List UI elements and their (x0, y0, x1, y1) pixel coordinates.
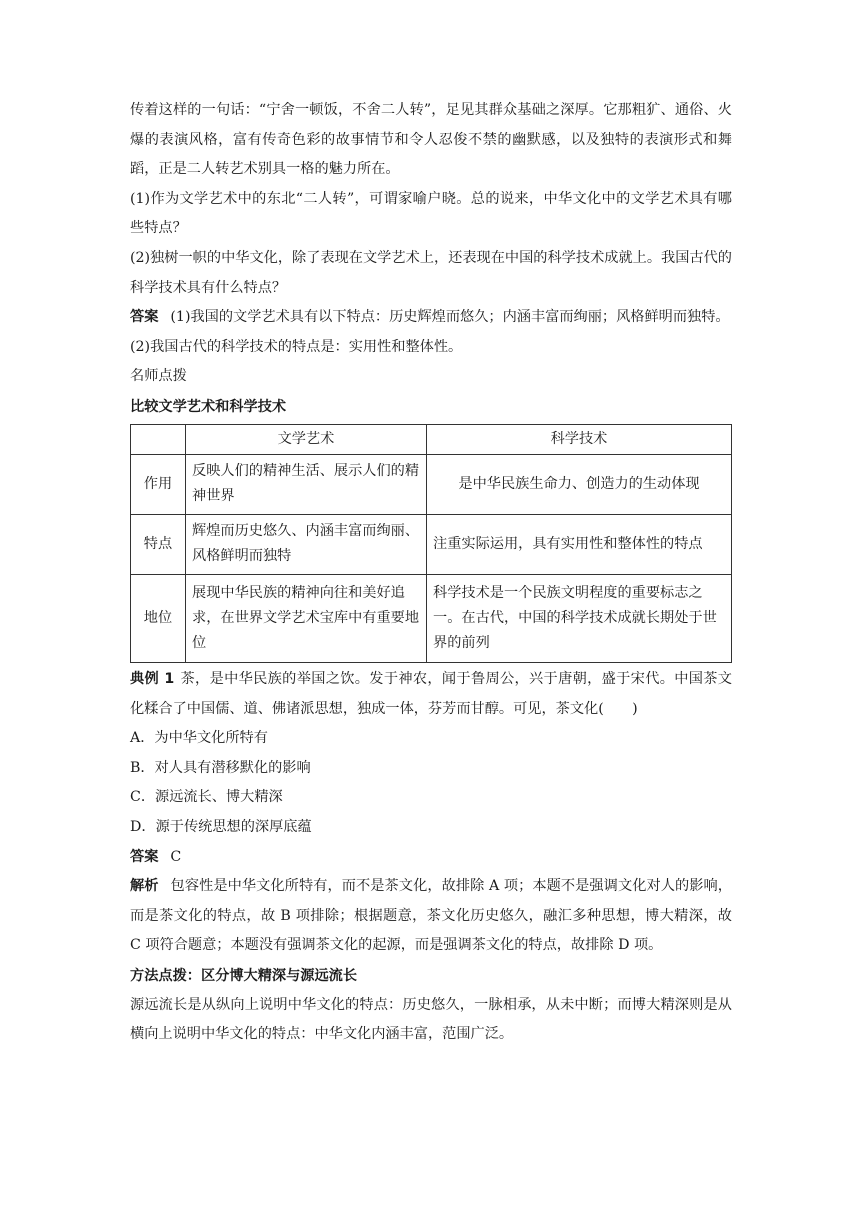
cell-science-role: 是中华民族生命力、创造力的生动体现 (427, 454, 732, 514)
table-header-literature: 文学艺术 (186, 424, 427, 454)
example-answer-value: C (170, 848, 182, 865)
option-b: B．对人具有潜移默化的影响 (130, 759, 311, 776)
answer-line-2: (2)我国古代的科学技术的特点是：实用性和整体性。 (130, 338, 463, 355)
analysis-text: 包容性是中华文化所特有，而不是茶文化，故排除 A 项；本题不是强调文化对人的影响，而是茶文化的特点，故 B 项排除；根据题意，茶文化历史悠久，融汇多种思想，博大精深，故 C 项符合题意；本题没有强调茶文化的起源，而是强调茶文化的特点，故排除 D 项。 (130, 878, 732, 954)
option-a: A．为中华文化所特有 (130, 730, 268, 747)
question-1: (1)作为文学艺术中的东北“二人转”，可谓家喻户晓。总的说来，中华文化中的文学艺术具有哪些特点？ (130, 190, 732, 237)
answer-label: 答案 (130, 309, 159, 326)
cell-literature-feature: 辉煌而历史悠久、内涵丰富而绚丽、风格鲜明而独特 (186, 514, 427, 574)
analysis-label: 解析 (130, 878, 159, 895)
table-row (131, 514, 732, 574)
option-d: D．源于传统思想的深厚底蕴 (130, 818, 312, 835)
cell-science-status: 科学技术是一个民族文明程度的重要标志之一。在古代，中国的科学技术成就长期处于世界的前列 (427, 574, 732, 662)
example-stem-text: 茶，是中华民族的举国之饮。发于神农，闻于鲁周公，兴于唐朝，盛于宋代。中国茶文化糅合了中国儒、道、佛诸派思想，独成一体，芬芳而甘醇。可见，茶文化( ) (130, 670, 732, 717)
table-title: 比较文学艺术和科学技术 (130, 398, 287, 415)
table-header-empty (131, 424, 186, 454)
table-header-science: 科学技术 (427, 424, 732, 454)
answer-line-1: (1)我国的文学艺术具有以下特点：历史辉煌而悠久；内涵丰富而绚丽；风格鲜明而独特。 (170, 309, 730, 326)
answer-block-1 (130, 303, 732, 333)
method-title: 方法点拨：区分博大精深与源远流长 (130, 967, 358, 984)
tip-title: 名师点拨 (130, 368, 187, 385)
comparison-table (130, 424, 732, 663)
document-page (130, 96, 732, 1050)
question-2: (2)独树一帜的中华文化，除了表现在文学艺术上，还表现在中国的科学技术成就上。我国古代的科学技术具有什么特点？ (130, 249, 732, 296)
row-label-feature: 特点 (131, 514, 186, 574)
cell-science-feature: 注重实际运用，具有实用性和整体性的特点 (427, 514, 732, 574)
method-text: 源远流长是从纵向上说明中华文化的特点：历史悠久，一脉相承，从未中断；而博大精深则是从横向上说明中华文化的特点：中华文化内涵丰富，范围广泛。 (130, 996, 732, 1043)
example-answer (130, 843, 732, 873)
table-row (131, 454, 732, 514)
row-label-role: 作用 (131, 454, 186, 514)
table-header-row (131, 424, 732, 454)
table-row (131, 574, 732, 662)
row-label-status: 地位 (131, 574, 186, 662)
example-analysis (130, 872, 732, 961)
example-stem (130, 665, 732, 724)
cell-literature-role: 反映人们的精神生活、展示人们的精神世界 (186, 454, 427, 514)
option-c: C．源远流长、博大精深 (130, 789, 283, 806)
cell-literature-status: 展现中华民族的精神向往和美好追求，在世界文学艺术宝库中有重要地位 (186, 574, 427, 662)
example-answer-label: 答案 (130, 848, 159, 865)
example-label: 典例 1 (130, 670, 175, 687)
intro-paragraph: 传着这样的一句话：“宁舍一顿饭，不舍二人转”，足见其群众基础之深厚。它那粗犷、通俗、火爆的表演风格，富有传奇色彩的故事情节和令人忍俊不禁的幽默感，以及独特的表演形式和舞蹈，正是二人转艺术别具一格的魅力所在。 (130, 102, 732, 178)
